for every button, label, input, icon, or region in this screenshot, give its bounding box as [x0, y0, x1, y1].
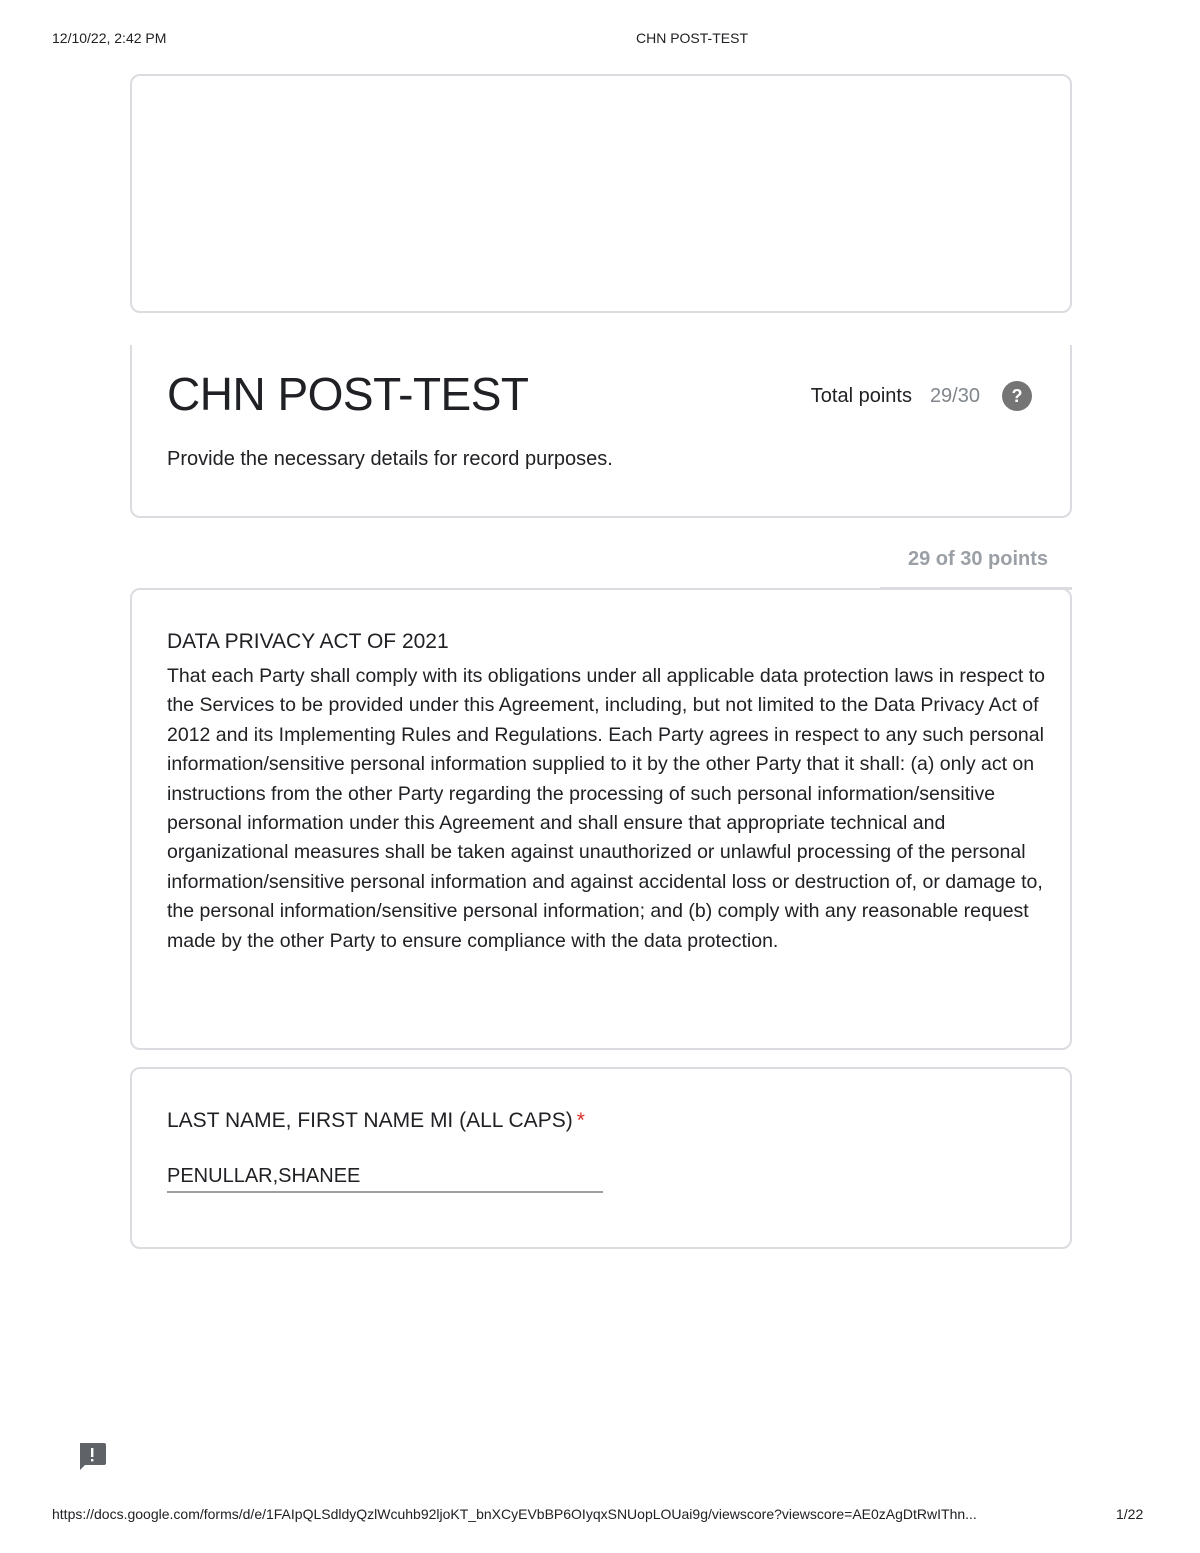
privacy-title: DATA PRIVACY ACT OF 2021 [167, 630, 449, 653]
privacy-card [130, 588, 1072, 1050]
privacy-body: That each Party shall comply with its obligations under all applicable data protection laws in respect to the Services to be provided under this Agreement, including, but not limited to the Data Privacy Act of 2012 and its Implementing Rules and Regulations. Each Party agrees in respect to any such personal information/sensitive personal information supplied to it by the other Party that it shall: (a) only act on instructions from the other Party regarding the processing of such personal information/sensitive personal information under this Agreement and shall ensure that appropriate technical and organizational measures shall be taken against unauthorized or unlawful processing of the personal information/sensitive personal information and against accidental loss or destruction of, or damage to, the personal information/sensitive personal information; and (b) comply with any reasonable request made by the other Party to ensure compliance with the data protection. [167, 665, 1045, 952]
total-points [811, 381, 1032, 411]
print-footer-url: https://docs.google.com/forms/d/e/1FAIpQLSdldyQzlWcuhb92ljoKT_bnXCyEVbBP6OIyqxSNUopLOUai9g/viewscore?viewscore=AE0zAgDtRwIThn... [52, 1506, 977, 1522]
form-title-card [130, 345, 1072, 518]
print-title: CHN POST-TEST [635, 30, 748, 46]
required-marker: * [576, 1109, 585, 1132]
question-label-text: LAST NAME, FIRST NAME MI (ALL CAPS) [167, 1109, 573, 1132]
print-datetime: 12/10/22, 2:42 PM [52, 30, 167, 46]
print-page-number: 1/22 [1116, 1506, 1144, 1522]
form-description: Provide the necessary details for record purposes. [167, 448, 613, 470]
question-label [167, 1109, 585, 1133]
header-banner-card [130, 74, 1072, 313]
help-circle-icon[interactable]: ? [1002, 381, 1032, 411]
question-card-name [130, 1067, 1072, 1249]
feedback-icon[interactable] [76, 1441, 108, 1473]
form-title: CHN POST-TEST [167, 368, 529, 420]
section-points: 29 of 30 points [907, 548, 1048, 570]
total-points-label: Total points [810, 384, 912, 407]
name-answer-field[interactable]: PENULLAR,SHANEE [167, 1165, 603, 1193]
total-points-value: 29/30 [929, 384, 980, 407]
